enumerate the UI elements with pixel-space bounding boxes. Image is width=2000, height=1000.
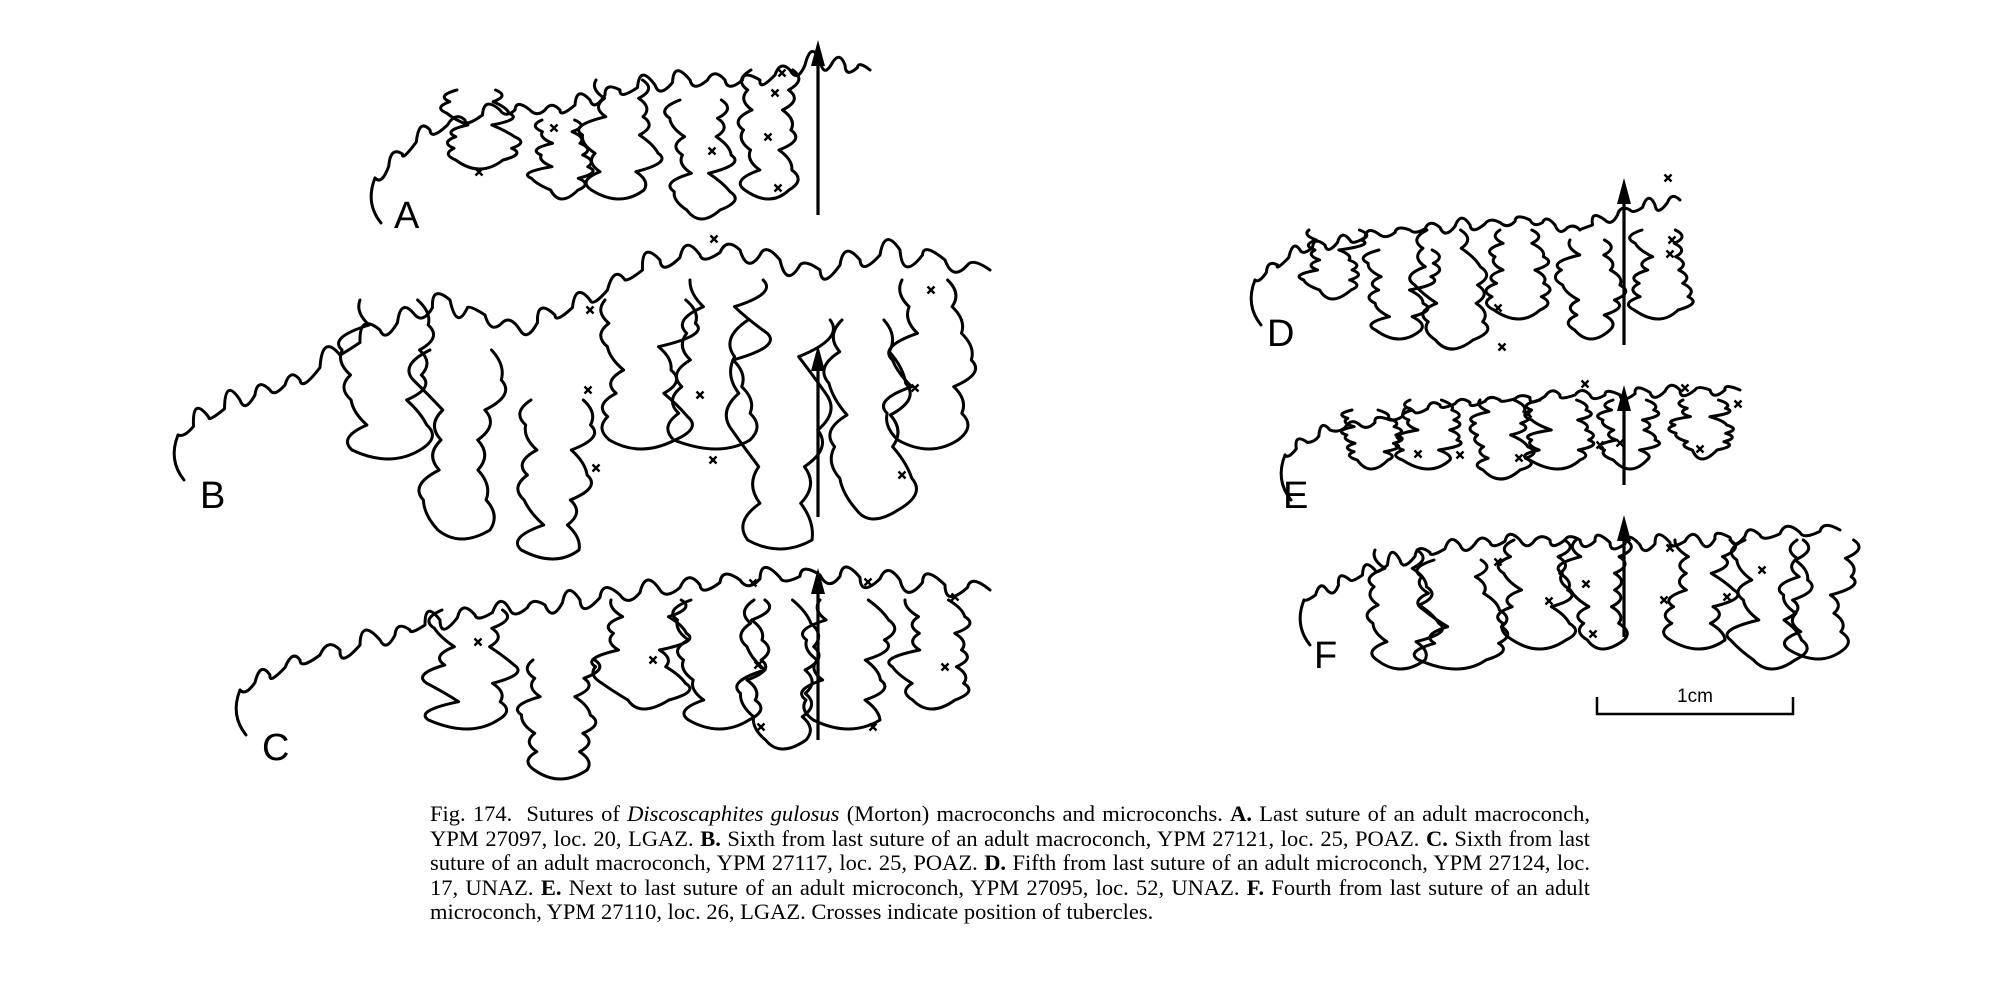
suture-end-f bbox=[1300, 600, 1310, 645]
tubercle-cross-f bbox=[1724, 594, 1731, 601]
tubercle-cross-b bbox=[593, 465, 600, 472]
suture-lobe-a bbox=[441, 90, 521, 169]
suture-lobe-e bbox=[1396, 400, 1461, 469]
tubercle-cross-b bbox=[711, 236, 718, 243]
tubercle-cross-e bbox=[1582, 381, 1589, 388]
tubercle-cross-e bbox=[1457, 452, 1464, 459]
tubercle-cross-e bbox=[1682, 385, 1689, 392]
suture-lobe-a bbox=[579, 80, 662, 199]
suture-lobe-b bbox=[668, 280, 771, 449]
tubercle-cross-d bbox=[1667, 251, 1674, 258]
tubercle-cross-a bbox=[772, 90, 779, 97]
caption-entry-e: Next to last suture of an adult microconch, YPM 27095, loc. 52, UNAZ. bbox=[561, 874, 1247, 900]
tubercle-cross-f bbox=[1590, 631, 1597, 638]
suture-lobe-b bbox=[517, 400, 594, 559]
caption-entry-a: Last suture of an adult macroconch, YPM 27097, loc. 20, LGAZ. bbox=[430, 801, 1591, 851]
caption-letter-a: A. bbox=[1230, 801, 1253, 826]
tubercle-cross-a bbox=[709, 148, 716, 155]
suture-lobe-c bbox=[517, 660, 599, 779]
suture-drawings bbox=[174, 51, 1859, 779]
tubercle-cross-a bbox=[779, 70, 786, 77]
caption-intro: Sutures of bbox=[526, 801, 628, 826]
tubercle-cross-b bbox=[928, 287, 935, 294]
suture-lobe-d bbox=[1555, 240, 1625, 339]
tubercle-cross-a bbox=[551, 125, 558, 132]
suture-lobe-a bbox=[665, 100, 736, 219]
caption-entry-d: Fifth from last suture of an adult microconch, YPM 27124, loc. 17, UNAZ. bbox=[430, 850, 1590, 900]
panel-labels bbox=[200, 195, 1337, 769]
suture-end-d bbox=[1251, 280, 1261, 325]
suture-lobe-c bbox=[802, 600, 895, 729]
species-name: Discoscaphites gulosus bbox=[627, 801, 840, 826]
suture-end-b bbox=[174, 435, 184, 480]
tubercle-cross-c bbox=[865, 579, 872, 586]
caption-letter-c: C. bbox=[1425, 825, 1448, 851]
tubercle-cross-c bbox=[475, 639, 482, 646]
suture-lobe-c bbox=[423, 610, 519, 729]
tubercle-cross-b bbox=[587, 307, 594, 314]
suture-lobe-a bbox=[738, 70, 799, 199]
tubercle-cross-c bbox=[942, 664, 949, 671]
caption-closing: Crosses indicate position of tubercles. bbox=[811, 899, 1154, 925]
tubercle-cross-d bbox=[1495, 305, 1502, 312]
venter-arrowhead-a bbox=[811, 40, 825, 66]
caption-letter-d: D. bbox=[984, 850, 1007, 876]
caption-letter-f: F. bbox=[1246, 874, 1265, 900]
tubercle-cross-e bbox=[1697, 446, 1704, 453]
suture-baseline-f bbox=[1304, 525, 1840, 600]
suture-lobe-f bbox=[1414, 560, 1508, 669]
figure-caption bbox=[430, 802, 1590, 925]
suture-lobe-c bbox=[673, 600, 770, 729]
suture-lobe-e bbox=[1525, 400, 1594, 469]
panel-label-c: C bbox=[262, 727, 290, 769]
suture-lobe-a bbox=[527, 120, 593, 199]
tubercle-cross-a bbox=[765, 134, 772, 141]
panel-label-b: B bbox=[200, 475, 226, 517]
suture-lobe-d bbox=[1628, 230, 1693, 319]
tubercle-cross-d bbox=[1665, 175, 1672, 182]
tubercle-cross-d bbox=[1499, 344, 1506, 351]
tubercle-cross-e bbox=[1735, 401, 1742, 408]
panel-label-e: E bbox=[1283, 475, 1309, 517]
tubercle-cross-b bbox=[585, 387, 592, 394]
tubercle-cross-c bbox=[758, 724, 765, 731]
suture-lobe-b bbox=[339, 300, 434, 459]
panel-label-a: A bbox=[394, 195, 420, 237]
caption-entry-f: Fourth from last suture of an adult microconch, YPM 27110, loc. 26, LGAZ. bbox=[430, 874, 1591, 925]
caption-intro-rest: (Morton) macroconchs and microconchs. bbox=[839, 801, 1231, 826]
caption-entry-b: Sixth from last suture of an adult macroconch, YPM 27121, loc. 25, POAZ. bbox=[720, 825, 1426, 851]
tubercle-cross-e bbox=[1415, 451, 1422, 458]
caption-letter-e: E. bbox=[540, 874, 562, 900]
panel-label-d: D bbox=[1267, 313, 1295, 355]
suture-lobe-f bbox=[1727, 540, 1812, 669]
tubercle-crosses bbox=[475, 70, 1766, 731]
suture-lobe-f bbox=[1498, 540, 1576, 649]
tubercle-cross-f bbox=[1759, 567, 1766, 574]
suture-lobe-f bbox=[1779, 540, 1859, 659]
scale-bar bbox=[1597, 686, 1793, 714]
tubercle-cross-f bbox=[1661, 597, 1668, 604]
suture-lobe-c bbox=[737, 600, 819, 749]
tubercle-cross-b bbox=[710, 457, 717, 464]
tubercle-cross-c bbox=[650, 657, 657, 664]
suture-end-c bbox=[236, 690, 246, 735]
tubercle-cross-b bbox=[912, 385, 919, 392]
suture-lobe-e bbox=[1341, 410, 1402, 469]
figure-number: Fig. 174. bbox=[430, 801, 513, 826]
tubercle-cross-d bbox=[1669, 237, 1676, 244]
panel-label-f: F bbox=[1314, 635, 1338, 677]
venter-arrowhead-f bbox=[1617, 515, 1631, 541]
suture-lobe-b bbox=[824, 320, 917, 519]
suture-lobe-d bbox=[1363, 250, 1440, 339]
suture-end-a bbox=[371, 178, 381, 223]
tubercle-cross-b bbox=[899, 472, 906, 479]
caption-letter-b: B. bbox=[700, 825, 721, 851]
tubercle-cross-e bbox=[1516, 455, 1523, 462]
tubercle-cross-a bbox=[775, 185, 782, 192]
caption-entry-c: Sixth from last suture of an adult macroconch, YPM 27117, loc. 25, POAZ. bbox=[430, 825, 1590, 876]
tubercle-cross-f bbox=[1546, 598, 1553, 605]
scale-bar-label: 1cm bbox=[1677, 686, 1713, 707]
suture-lobe-f bbox=[1367, 550, 1443, 669]
suture-lobe-c bbox=[889, 600, 970, 709]
suture-baseline-b bbox=[178, 240, 990, 436]
tubercle-cross-b bbox=[697, 392, 704, 399]
tubercle-cross-f bbox=[1583, 581, 1590, 588]
venter-arrowhead-d bbox=[1617, 178, 1631, 204]
